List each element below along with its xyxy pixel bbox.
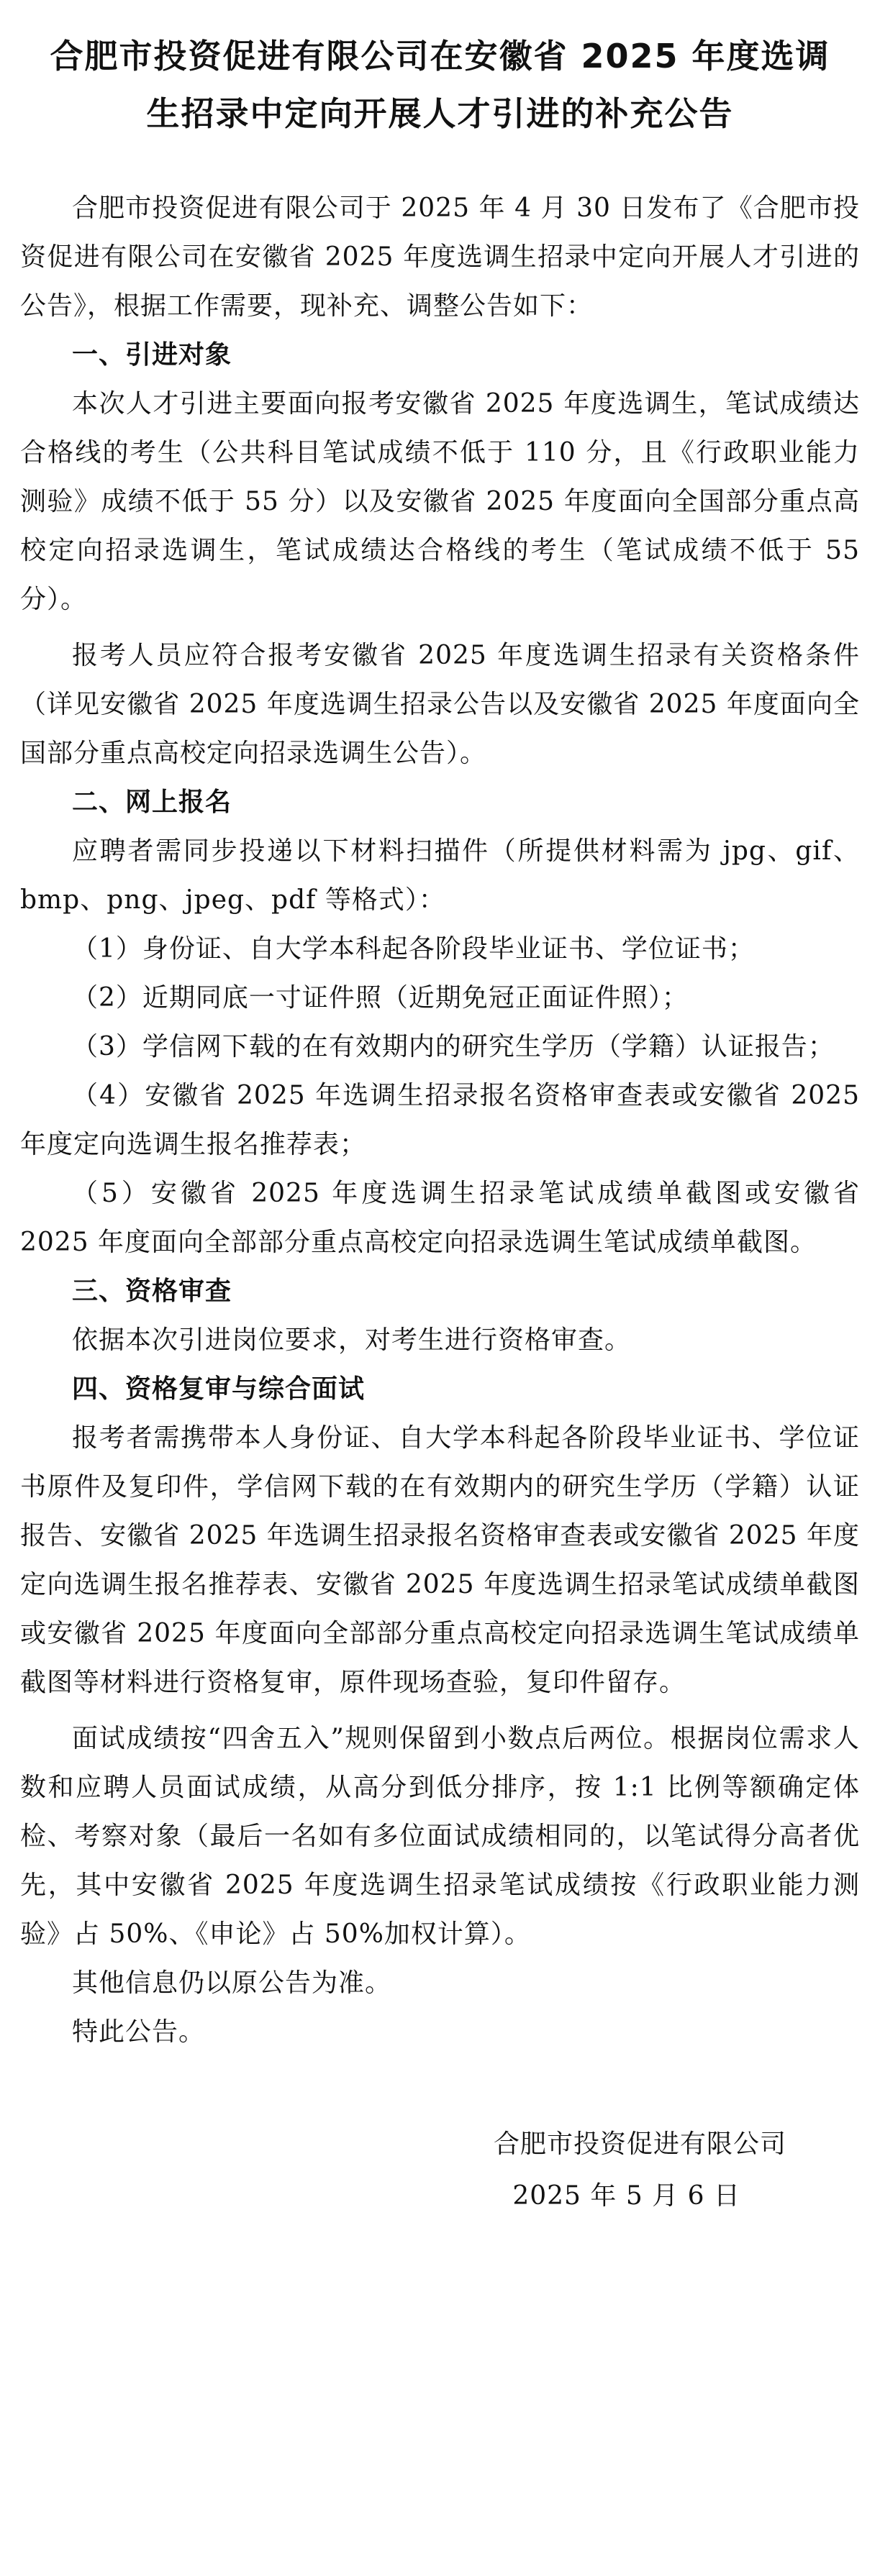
- section-4-heading: 四、资格复审与综合面试: [72, 1374, 366, 1404]
- signature-block: [20, 2119, 860, 2222]
- title-line-1: 合肥市投资促进有限公司在安徽省 2025 年度选调: [50, 37, 830, 76]
- signature-organization: 合肥市投资促进有限公司: [493, 2129, 786, 2159]
- material-item-4: （4）安徽省 2025 年选调生招录报名资格审查表或安徽省 2025 年度定向选调生报名推荐表；: [20, 1081, 860, 1159]
- section-1-paragraph-1: 本次人才引进主要面向报考安徽省 2025 年度选调生，笔试成绩达合格线的考生（公共科目笔试成绩不低于 110 分，且《行政职业能力测验》成绩不低于 55 分）以及安徽省 2025 年度面向全国部分重点高校定向招录选调生，笔试成绩达合格线的考生（笔试成绩不低于 55 分）。: [20, 389, 860, 614]
- notice-body: [20, 184, 860, 2057]
- title-line-2: 生招录中定向开展人才引进的补充公告: [146, 94, 734, 133]
- material-item-1: （1）身份证、自大学本科起各阶段毕业证书、学位证书；: [72, 934, 755, 964]
- section-1-paragraph-2: 报考人员应符合报考安徽省 2025 年度选调生招录有关资格条件（详见安徽省 2025 年度选调生招录公告以及安徽省 2025 年度面向全国部分重点高校定向招录选调生公告）。: [20, 641, 860, 768]
- intro-paragraph: 合肥市投资促进有限公司于 2025 年 4 月 30 日发布了《合肥市投资促进有限公司在安徽省 2025 年度选调生招录中定向开展人才引进的公告》，根据工作需要，现补充、调整公告如下：: [20, 193, 860, 321]
- section-1-heading: 一、引进对象: [72, 340, 232, 370]
- section-4-paragraph-2: 面试成绩按“四舍五入”规则保留到小数点后两位。根据岗位需求人数和应聘人员面试成绩，从高分到低分排序，按 1:1 比例等额确定体检、考察对象（最后一名如有多位面试成绩相同的，以笔试得分高者优先，其中安徽省 2025 年度选调生招录笔试成绩按《行政职业能力测验》占 50%、《申论》占 50%加权计算）。: [20, 1724, 860, 1949]
- section-4-paragraph-1: 报考者需携带本人身份证、自大学本科起各阶段毕业证书、学位证书原件及复印件，学信网下载的在有效期内的研究生学历（学籍）认证报告、安徽省 2025 年选调生招录报名资格审查表或安徽省 2025 年度定向选调生报名推荐表、安徽省 2025 年度选调生招录笔试成绩单截图或安徽省 2025 年度面向全部部分重点高校定向招录选调生笔试成绩单截图等材料进行资格复审，原件现场查验，复印件留存。: [20, 1423, 860, 1697]
- material-item-2: （2）近期同底一寸证件照（近期免冠正面证件照）；: [72, 983, 689, 1013]
- section-3-paragraph-1: 依据本次引进岗位要求，对考生进行资格审查。: [72, 1325, 632, 1355]
- section-2-heading: 二、网上报名: [72, 787, 232, 817]
- section-2-paragraph-1: 应聘者需同步投递以下材料扫描件（所提供材料需为 jpg、gif、bmp、png、jpeg、pdf 等格式）：: [20, 836, 860, 915]
- section-3-heading: 三、资格审查: [72, 1276, 232, 1306]
- section-4-paragraph-3: 其他信息仍以原公告为准。: [72, 1968, 392, 1998]
- section-4-paragraph-4: 特此公告。: [72, 2017, 206, 2047]
- material-item-3: （3）学信网下载的在有效期内的研究生学历（学籍）认证报告；: [72, 1032, 835, 1061]
- material-item-5: （5）安徽省 2025 年度选调生招录笔试成绩单截图或安徽省 2025 年度面向全部部分重点高校定向招录选调生笔试成绩单截图。: [20, 1179, 860, 1257]
- notice-title: [20, 27, 860, 142]
- signature-date: 2025 年 5 月 6 日: [512, 2181, 740, 2211]
